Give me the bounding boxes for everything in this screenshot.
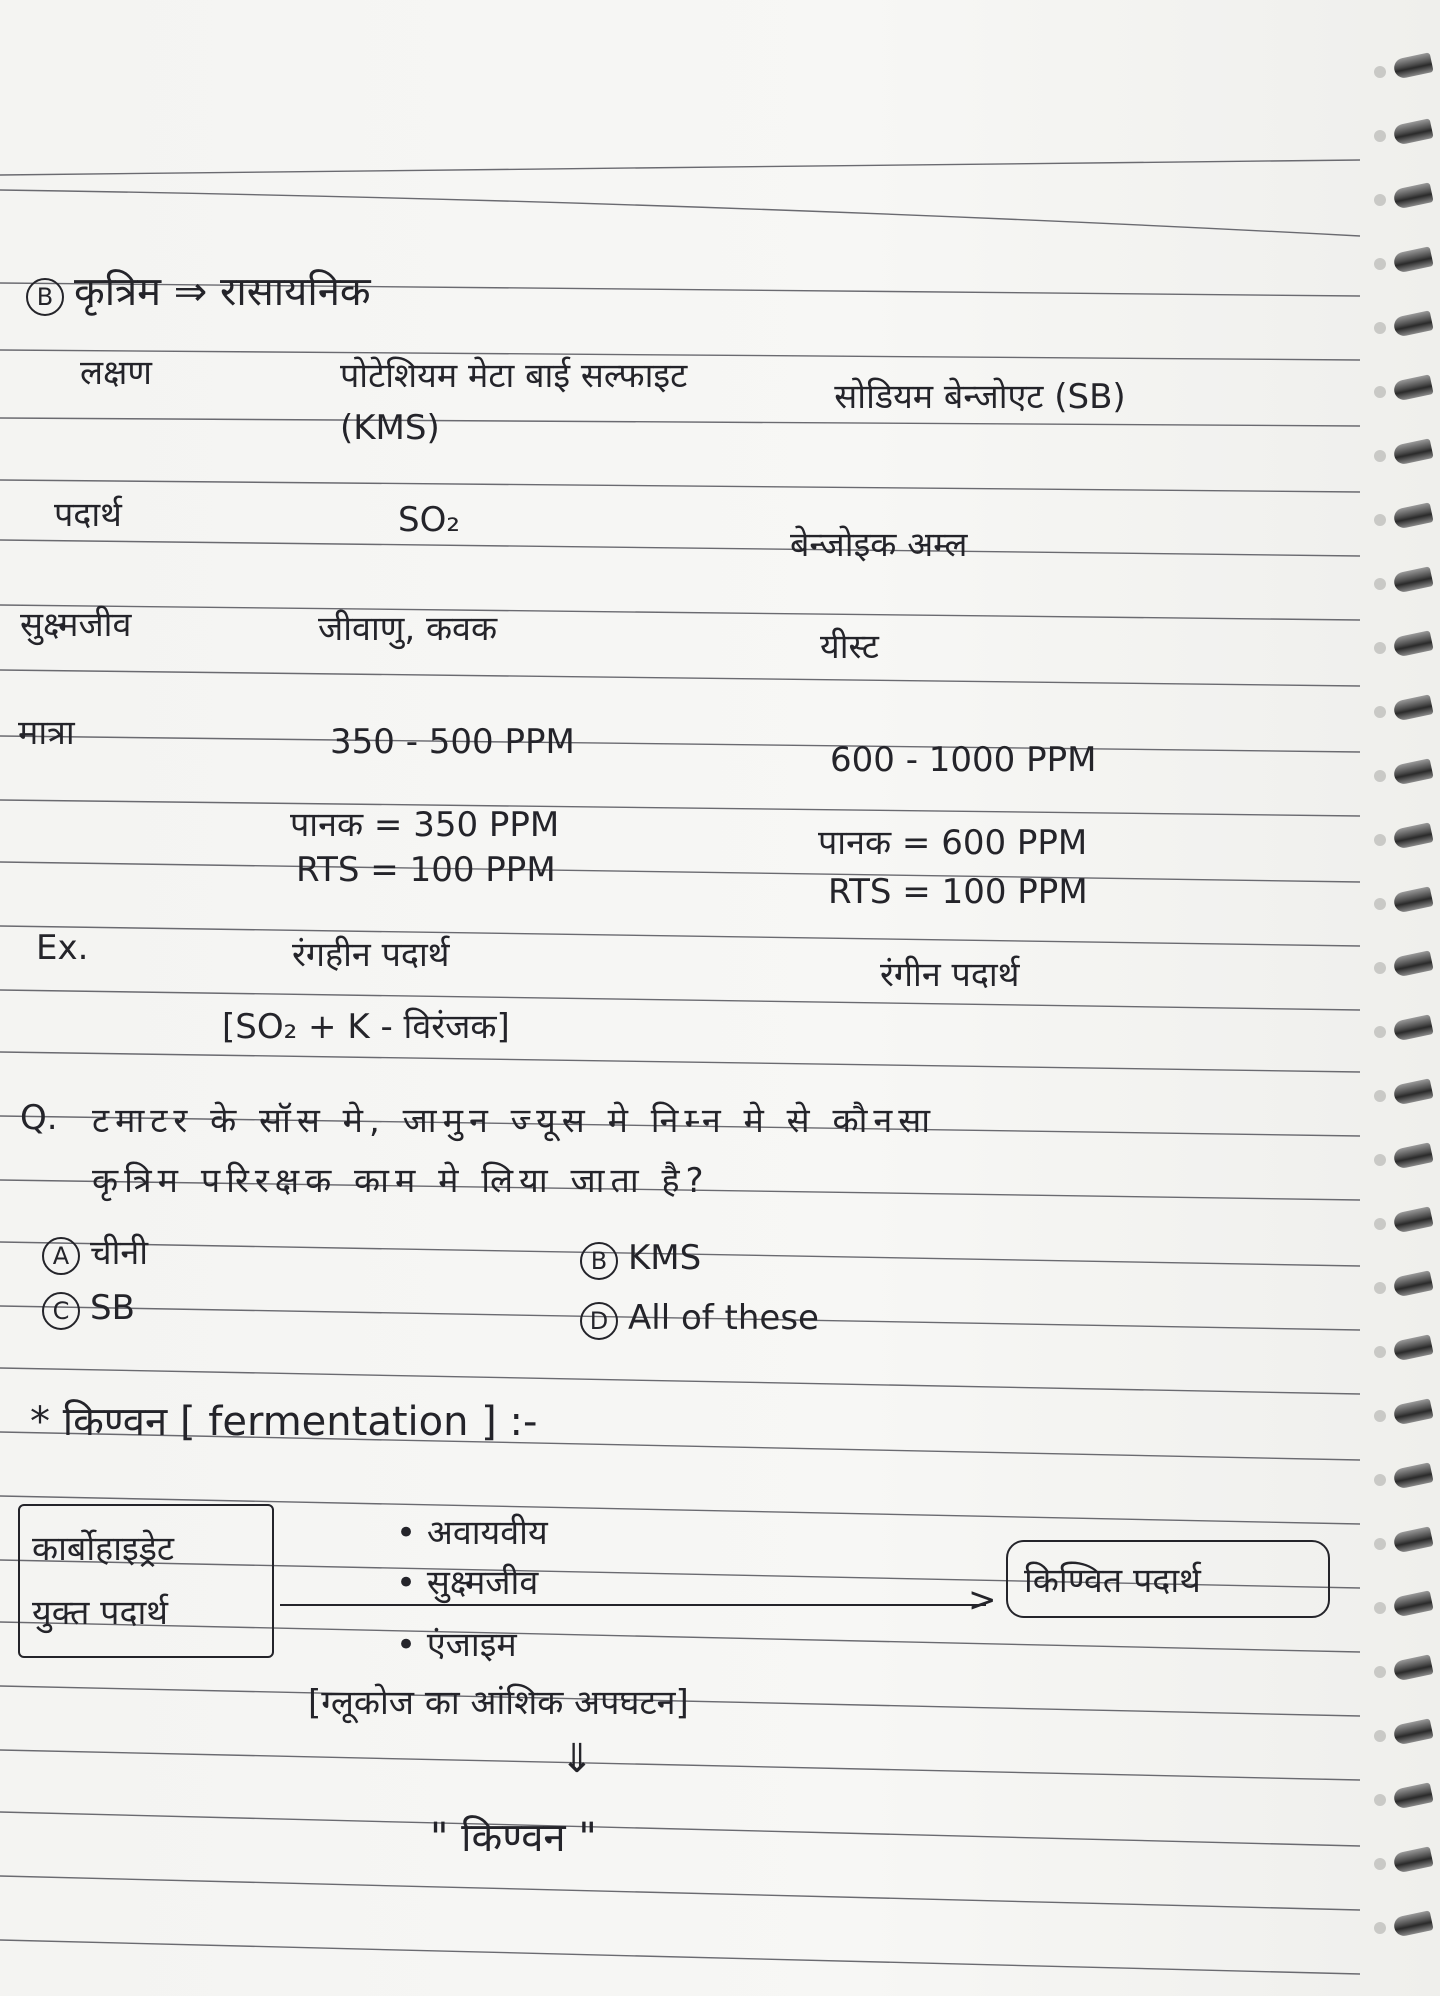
row-microbe-col1: जीवाणु, कवक bbox=[318, 609, 498, 649]
option-b bbox=[580, 1238, 701, 1280]
option-c-text: SB bbox=[90, 1288, 135, 1328]
option-a-text: चीनी bbox=[90, 1233, 149, 1273]
option-c bbox=[42, 1288, 135, 1330]
table-header-label: लक्षण bbox=[80, 353, 153, 393]
input-box-line1: कार्बोहाइड्रेट bbox=[32, 1529, 175, 1569]
spiral-binding bbox=[1360, 0, 1440, 1996]
question-prefix: Q. bbox=[20, 1098, 58, 1138]
down-arrow: ⇓ bbox=[560, 1736, 594, 1782]
section-b-title: कृत्रिम ⇒ रासायनिक bbox=[74, 269, 371, 315]
rts-col1: RTS = 100 PPM bbox=[296, 850, 556, 890]
section-b-marker: B bbox=[26, 278, 64, 316]
condition-1: • अवायवीय bbox=[396, 1513, 548, 1553]
row-label-padarth: पदार्थ bbox=[54, 495, 122, 535]
process-arrow-head: > bbox=[968, 1580, 997, 1620]
row-quantity-col2: 600 - 1000 PPM bbox=[830, 740, 1097, 780]
row-label-microbe: सुक्ष्मजीव bbox=[20, 605, 132, 645]
rts-col2: RTS = 100 PPM bbox=[828, 872, 1088, 912]
section-b-heading bbox=[26, 262, 371, 317]
row-quantity-col1: 350 - 500 PPM bbox=[330, 722, 575, 762]
ex-col1: रंगहीन पदार्थ bbox=[292, 935, 450, 975]
col1-title: पोटेशियम मेटा बाई सल्फाइट (KMS) bbox=[340, 356, 688, 448]
conclusion: " किण्वन " bbox=[430, 1815, 597, 1861]
col2-title: सोडियम बेन्जोएट (SB) bbox=[834, 377, 1126, 417]
std-col2: पानक = 600 PPM bbox=[818, 823, 1088, 863]
ex-label: Ex. bbox=[36, 928, 89, 968]
option-c-key: C bbox=[42, 1292, 80, 1330]
fermentation-heading: * किण्वन [ fermentation ] :- bbox=[30, 1399, 538, 1445]
option-d-text: All of these bbox=[628, 1298, 819, 1338]
question-line2: कृत्रिम परिरक्षक काम मे लिया जाता है? bbox=[92, 1161, 710, 1201]
ex-col2: रंगीन पदार्थ bbox=[880, 955, 1020, 995]
row-padarth-col1: SO₂ bbox=[398, 500, 460, 540]
option-b-text: KMS bbox=[628, 1238, 702, 1278]
row-microbe-col2: यीस्ट bbox=[820, 627, 879, 667]
note-partial-breakdown: [ग्लूकोज का आंशिक अपघटन] bbox=[308, 1683, 689, 1723]
ex-col1-note: [SO₂ + K - विरंजक] bbox=[222, 1007, 510, 1047]
option-d bbox=[580, 1298, 819, 1340]
output-box-text: किण्वित पदार्थ bbox=[1024, 1561, 1201, 1601]
condition-2: • सुक्ष्मजीव bbox=[396, 1563, 539, 1603]
condition-3: • एंजाइम bbox=[396, 1625, 517, 1665]
row-padarth-col2: बेन्जोइक अम्ल bbox=[790, 525, 968, 565]
option-d-key: D bbox=[580, 1302, 618, 1340]
option-a-key: A bbox=[42, 1237, 80, 1275]
option-a bbox=[42, 1228, 148, 1275]
row-label-quantity: मात्रा bbox=[18, 713, 75, 753]
option-b-key: B bbox=[580, 1242, 618, 1280]
question-line1: टमाटर के सॉस मे, जामुन ज्यूस मे निम्न मे से कौनसा bbox=[92, 1101, 937, 1141]
std-col1: पानक = 350 PPM bbox=[290, 805, 560, 845]
process-arrow-line bbox=[280, 1604, 986, 1606]
input-box-line2: युक्त पदार्थ bbox=[32, 1593, 169, 1633]
